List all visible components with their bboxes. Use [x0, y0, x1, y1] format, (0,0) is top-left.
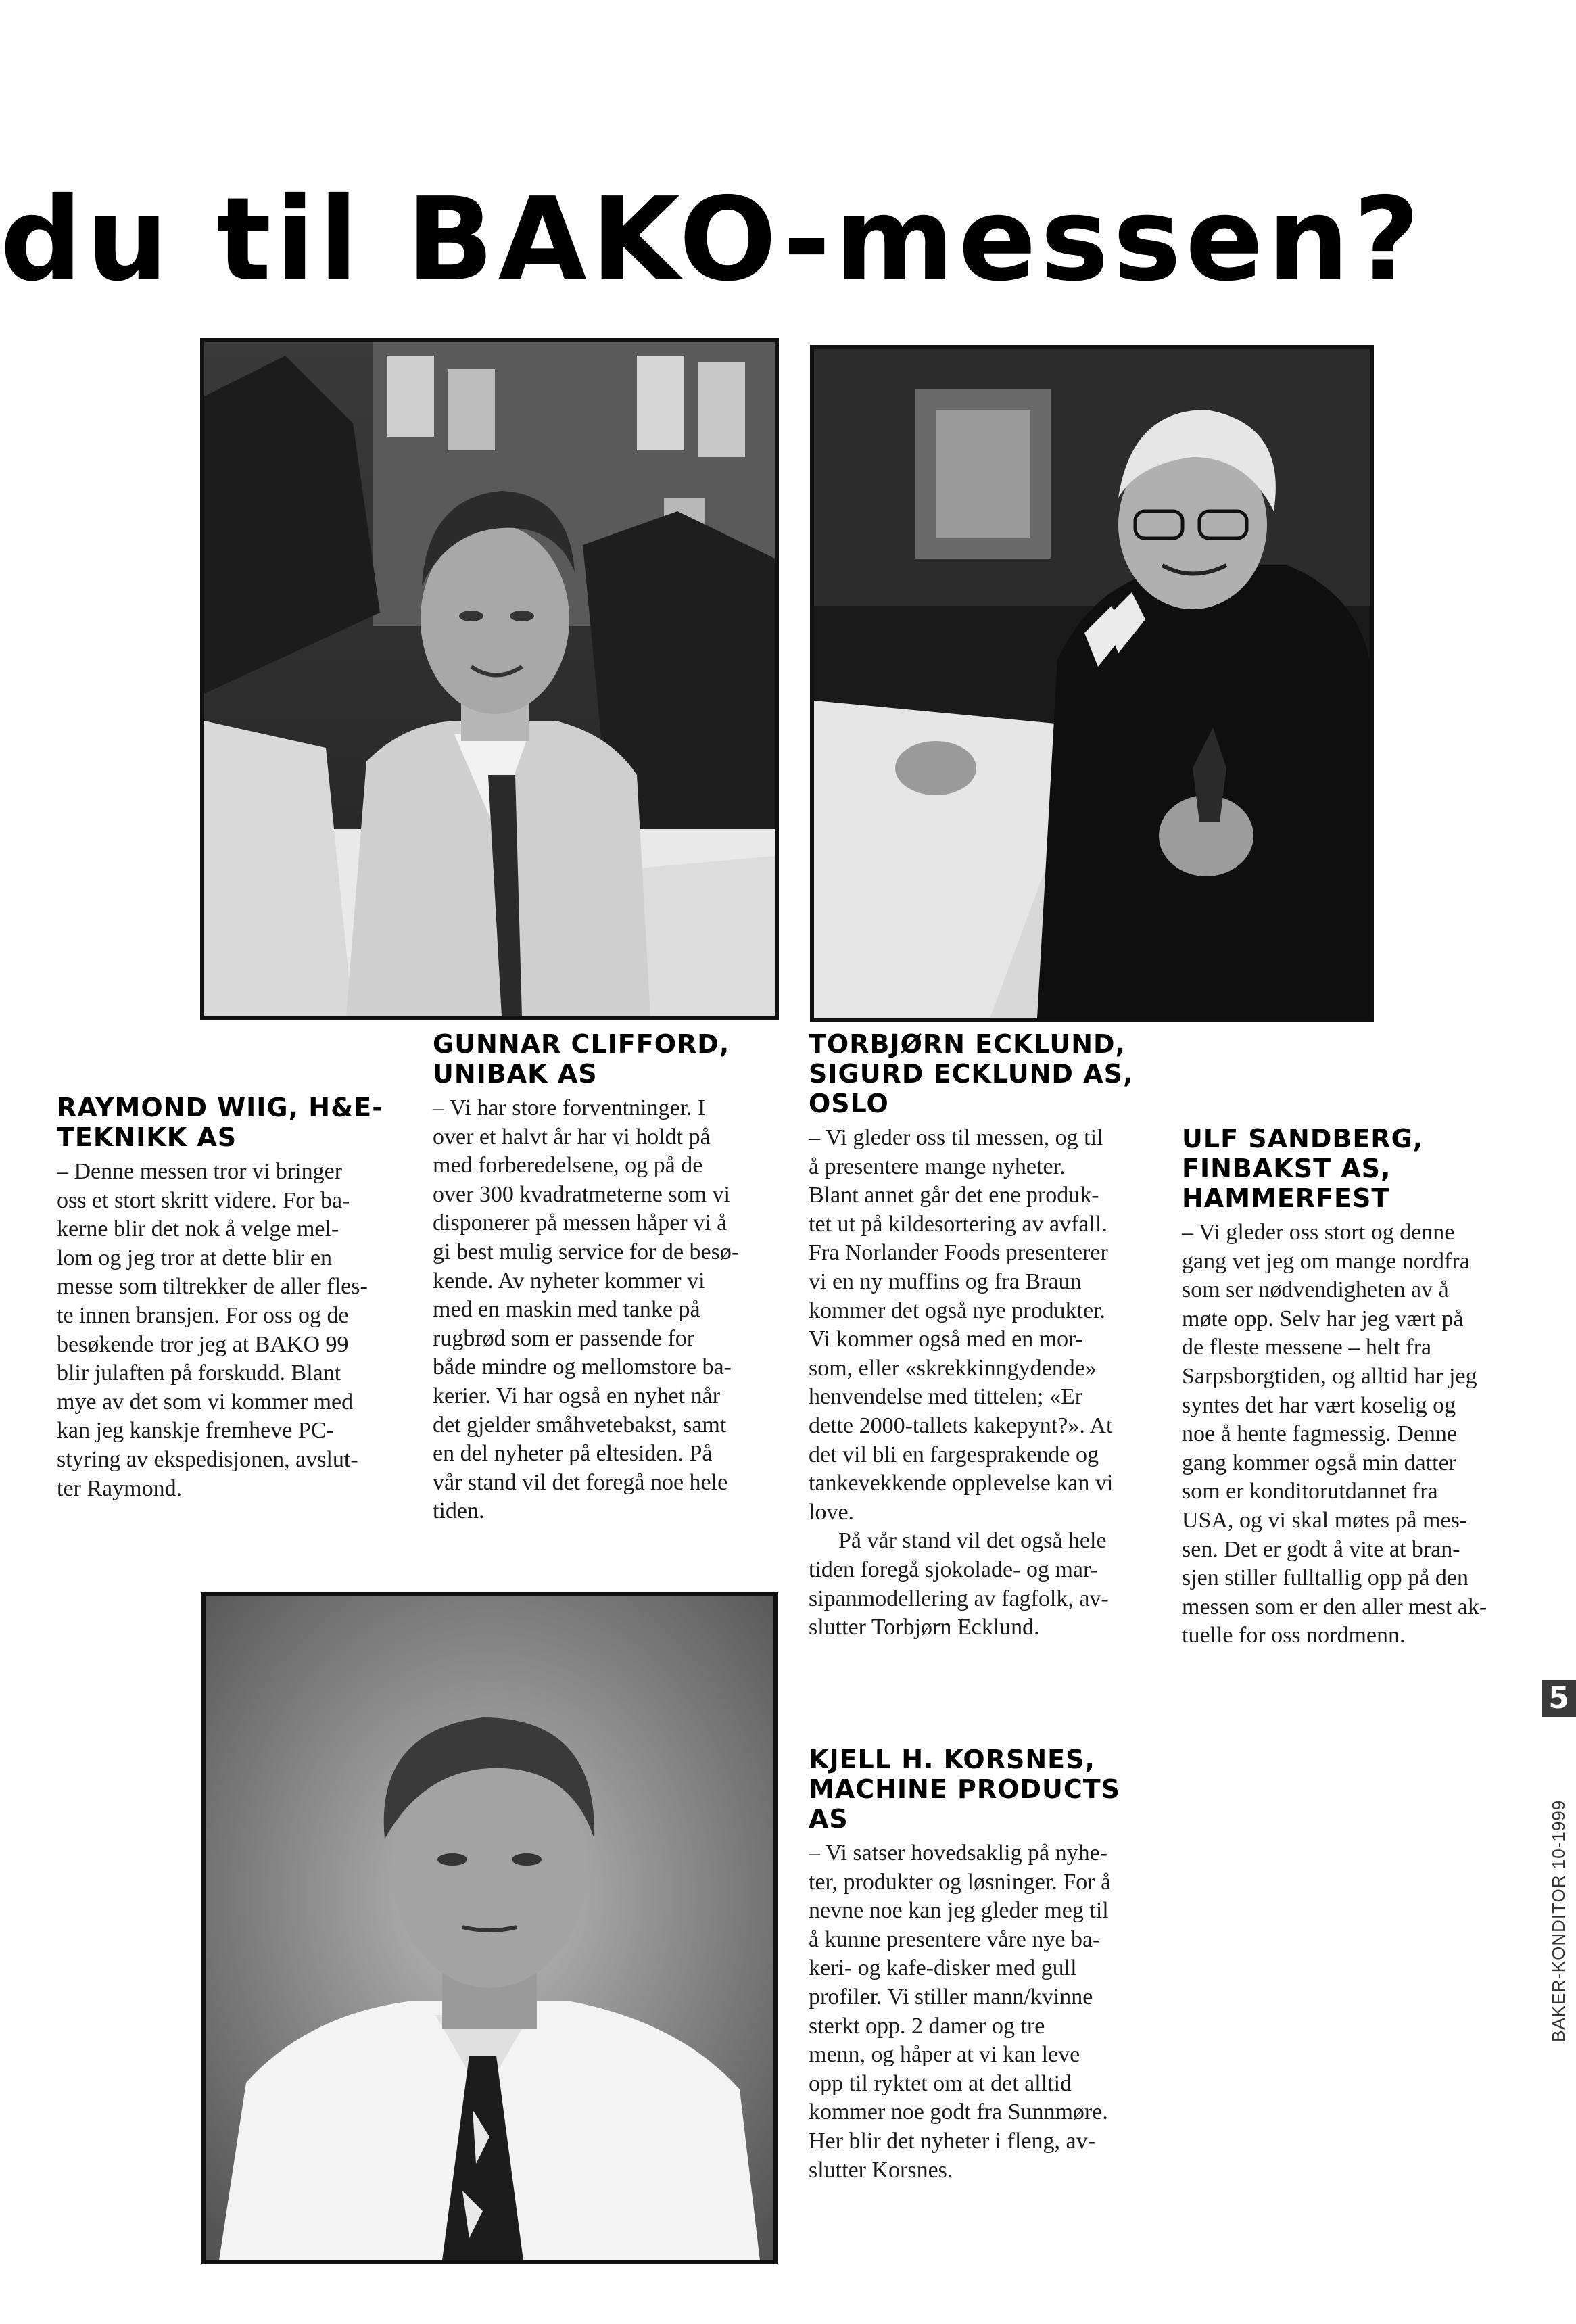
article-paragraph: – Vi har store forventninger. I over et halvt år har vi holdt på med forberedelsene, og på de over 300 kvadratmeterne som vi disponerer på messen håper vi å gi best mulig service for de besø- kende. Av nyheter kommer vi med en maskin med tanke på rugbrød som er passende for både mindre og mellomstore ba- kerier. Vi har også en nyhet når det gjelder småhvetebakst, samt en del nyheter på eltesiden. På vår stand vil det foregå noe hele tiden. [433, 1095, 740, 1524]
article-heading: GUNNAR CLIFFORD, UNIBAK AS [433, 1029, 730, 1089]
article-heading: KJELL H. KORSNES, MACHINE PRODUCTS AS [809, 1745, 1121, 1834]
portrait-torbjorn-image [814, 349, 1370, 1018]
article-paragraph: – Vi gleder oss til messen, og til å presentere mange nyheter. Blant annet går det ene produk- tet ut på kildesortering av avfall. Fra Norlander Foods presenterer vi en ny muffins og fra Braun kommer det også nye produkter. Vi kommer også med en mor- som, eller «skrekkinngydende» henvendelse med tittelen; «Er dette 2000-tallets kakepynt?». At det vil bli en fargesprakende og tankevekkende opplevelse kan vi love. [809, 1125, 1114, 1525]
article-paragraph: – Vi satser hovedsaklig på nyhe- ter, produkter og løsninger. For å nevne noe kan jeg gleder meg til å kunne presentere våre nye ba- keri- og kafe-disker med gull profiler. Vi stiller mann/kvinne sterkt opp. 2 damer og tre menn, og håper at vi kan leve opp til ryktet om at det alltid kommer noe godt fra Sunnmøre. Her blir det nyheter i fleng, av- slutter Korsnes. [809, 1841, 1112, 2183]
article-heading: TORBJØRN ECKLUND, SIGURD ECKLUND AS, OSLO [809, 1029, 1134, 1118]
footer-publication: BAKER-KONDITOR 10-1999 [1548, 1799, 1569, 2042]
headline: du til BAKO-messen? [0, 173, 1425, 307]
article-raymond-wiig [57, 1093, 408, 1503]
portrait-kjell-image [206, 1596, 773, 2260]
photo-kjell-korsnes [201, 1592, 778, 2264]
article-kjell-korsnes [809, 1745, 1174, 2185]
photo-torbjorn-ecklund [810, 345, 1374, 1022]
photo-raymond-wiig [200, 338, 779, 1020]
article-heading: RAYMOND WIIG, H&E- TEKNIKK AS [57, 1093, 383, 1152]
article-paragraph: – Vi gleder oss stort og denne gang vet jeg om mange nordfra som ser nødvendigheten av å møte opp. Selv har jeg vært på de fleste messene – helt fra Sarpsborgtiden, og alltid har jeg syntes det har vært koselig og noe å hente fagmessig. Denne gang kommer også min datter som er konditorutdannet fra USA, og vi skal møtes på mes- sen. Det er godt å vite at bran- sjen stiller fulltallig opp på den messen som er den aller mest ak- tuelle for oss nordmenn. [1182, 1220, 1487, 1649]
portrait-raymond-image [204, 342, 775, 1016]
article-paragraph: På vår stand vil det også hele tiden foregå sjokolade- og mar- sipanmodellering av fagfolk, av- slutter Torbjørn Ecklund. [809, 1528, 1109, 1640]
article-gunnar-clifford [433, 1029, 784, 1526]
page-number-tab: 5 [1542, 1680, 1576, 1717]
article-torbjorn-ecklund [809, 1029, 1160, 1642]
article-paragraph: – Denne messen tror vi bringer oss et stort skritt videre. For ba- kerne blir det nok å velge mel- lom og jeg tror at dette blir en messe som tiltrekker de aller fles- te innen bransjen. For oss og de besøkende tror jeg at BAKO 99 blir julaften på forskudd. Blant mye av det som vi kommer med kan jeg kanskje fremheve PC- styring av ekspedisjonen, avslut- ter Raymond. [57, 1159, 368, 1501]
article-ulf-sandberg [1182, 1124, 1533, 1651]
article-heading: ULF SANDBERG, FINBAKST AS, HAMMERFEST [1182, 1124, 1424, 1213]
